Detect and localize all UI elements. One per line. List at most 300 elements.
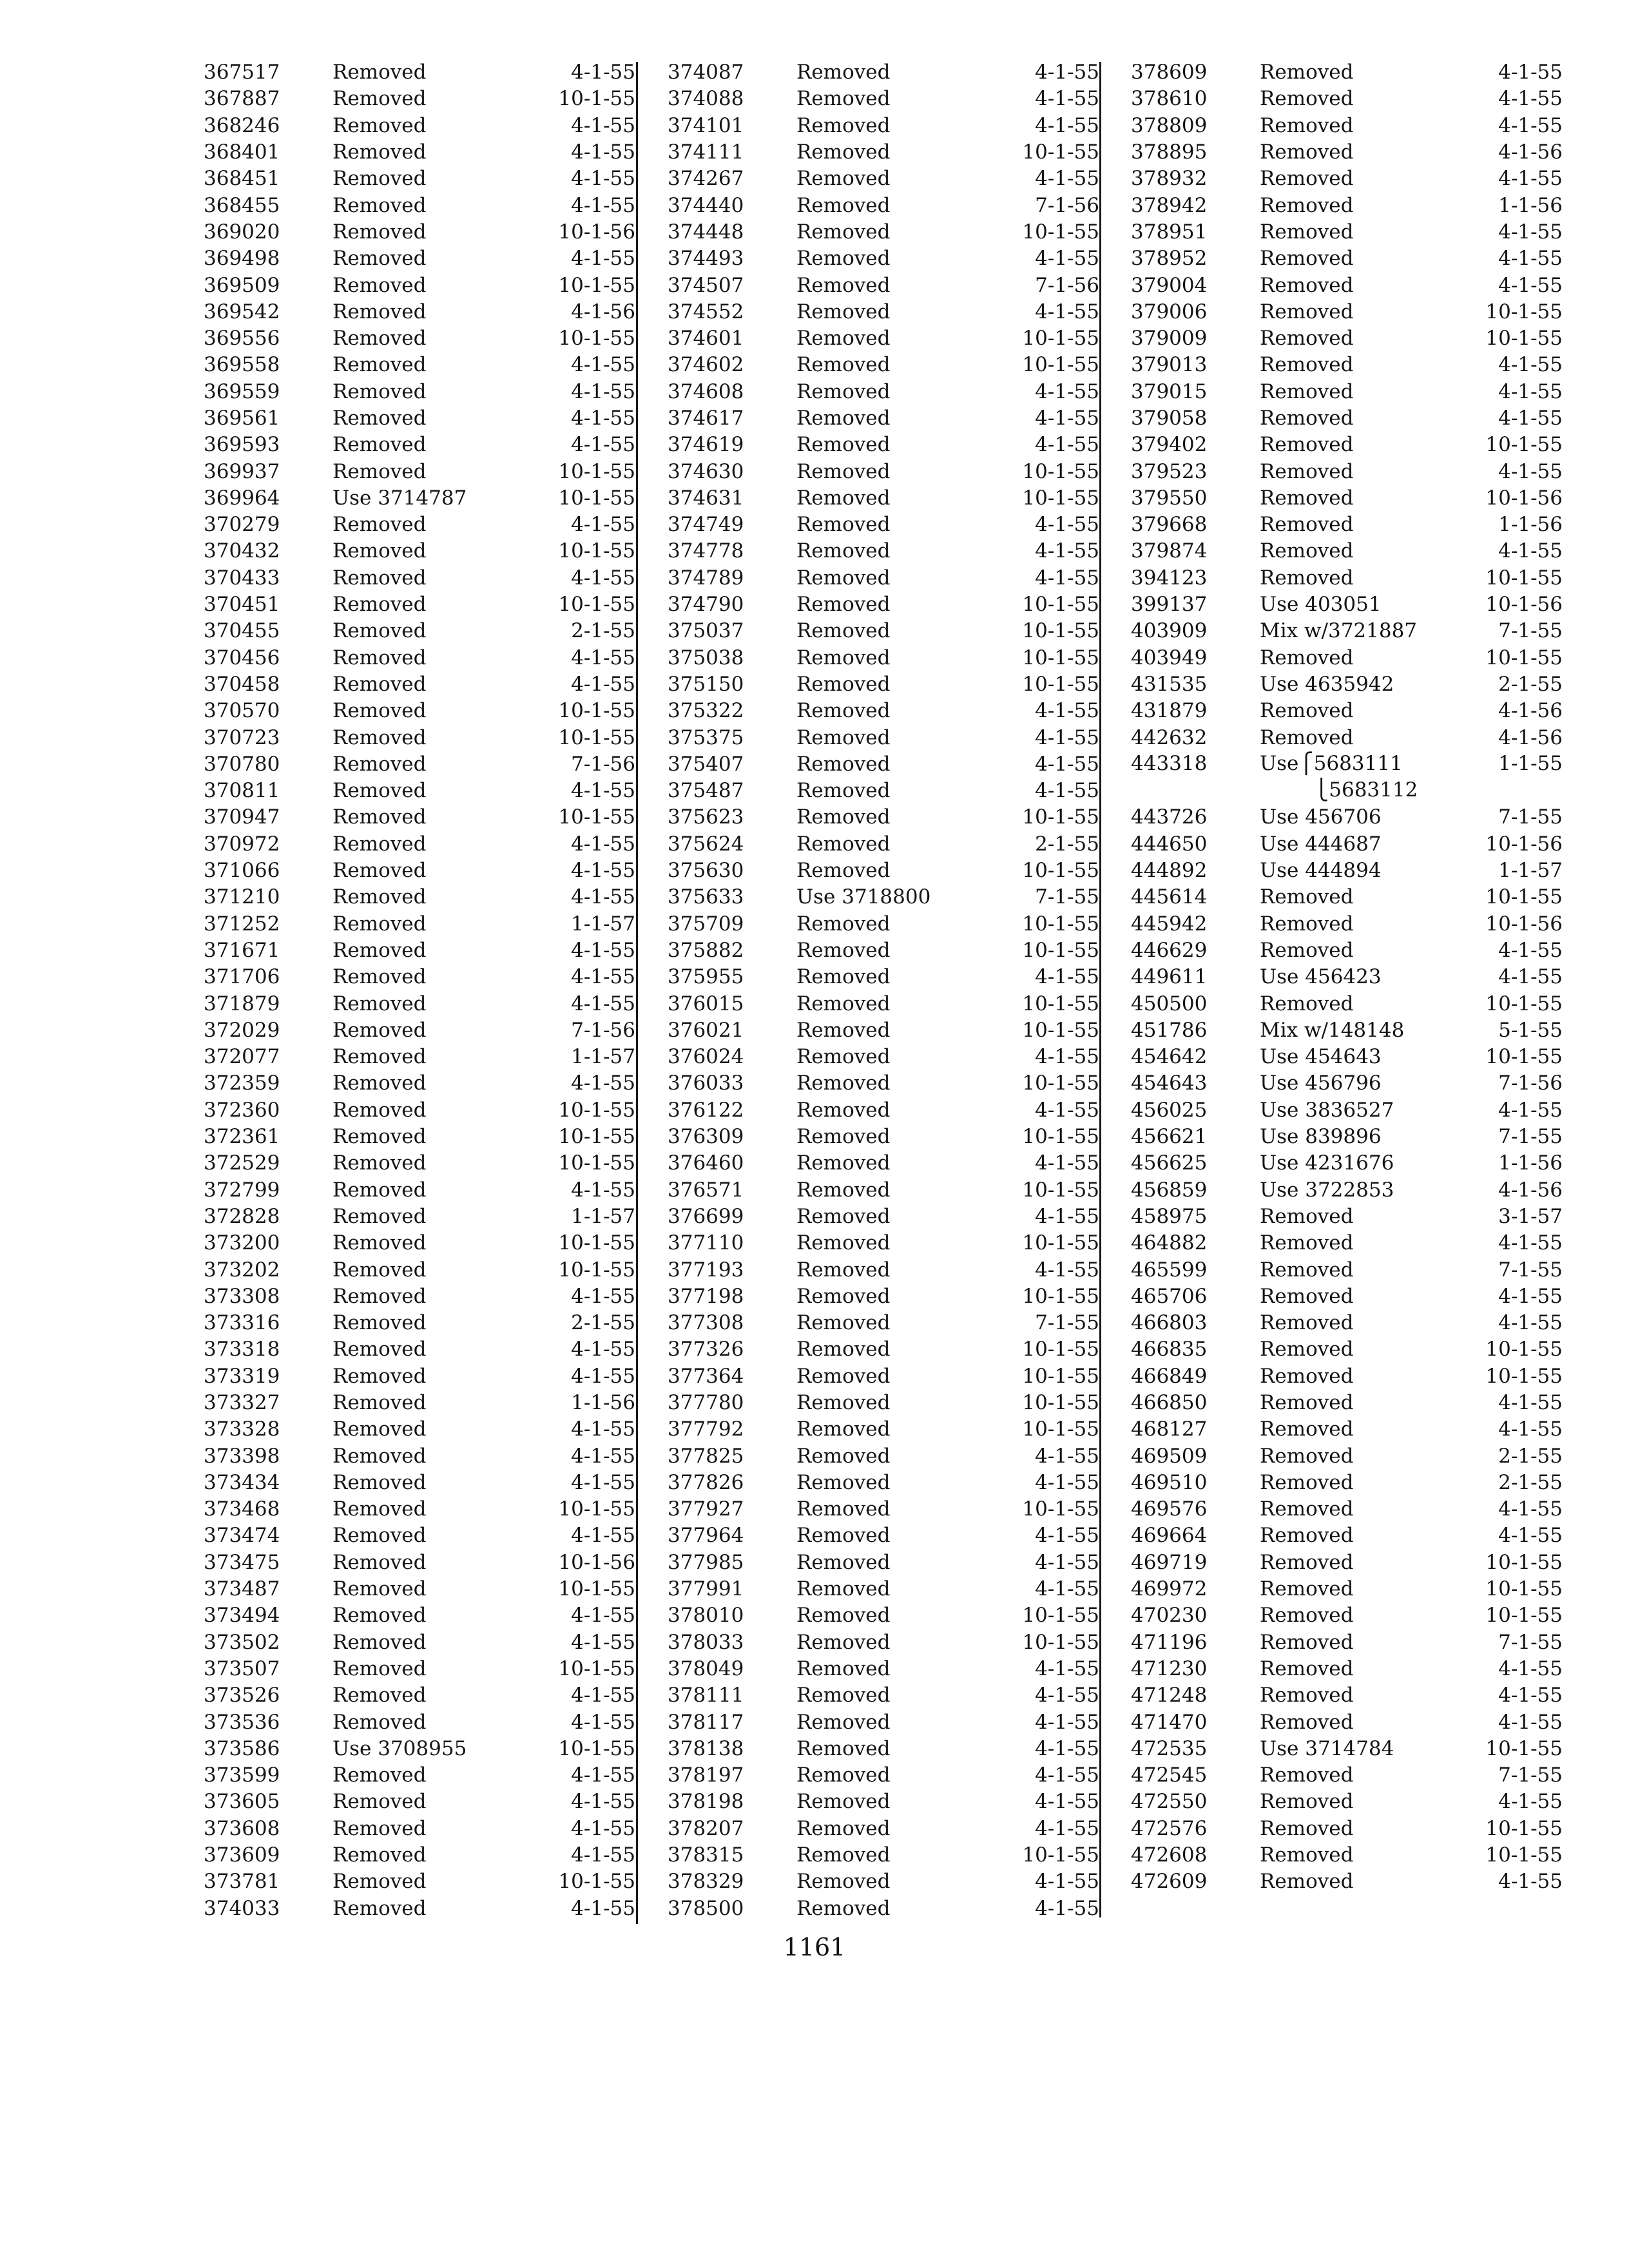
effective-date: 10-1-55 bbox=[1022, 1364, 1099, 1388]
list-item bbox=[668, 858, 1119, 884]
disposition-text: Removed bbox=[1260, 459, 1354, 483]
disposition bbox=[796, 595, 1003, 615]
effective-date: 10-1-55 bbox=[1022, 1178, 1099, 1202]
part-number: 374630 bbox=[668, 459, 744, 483]
disposition bbox=[796, 1736, 1003, 1760]
list-item bbox=[668, 1736, 1119, 1762]
list-item bbox=[668, 1602, 1119, 1629]
part-number: 370432 bbox=[204, 539, 280, 563]
list-item bbox=[668, 937, 1119, 964]
disposition-text: Use 3714787 bbox=[333, 486, 467, 510]
part-number: 370451 bbox=[204, 593, 280, 617]
disposition bbox=[1260, 408, 1466, 428]
disposition-text: Removed bbox=[796, 646, 891, 669]
part-number: 371210 bbox=[204, 885, 280, 909]
effective-date: 4-1-55 bbox=[1035, 1444, 1099, 1468]
effective-date: 4-1-56 bbox=[1498, 140, 1563, 164]
disposition bbox=[333, 1313, 539, 1333]
effective-date: 10-1-55 bbox=[558, 1098, 635, 1122]
part-number: 370456 bbox=[204, 646, 280, 669]
part-number: 371252 bbox=[204, 912, 280, 936]
part-number: 378207 bbox=[668, 1816, 744, 1840]
effective-date: 10-1-55 bbox=[558, 459, 635, 483]
disposition bbox=[333, 193, 539, 217]
part-number: 373328 bbox=[204, 1418, 280, 1441]
list-item bbox=[1131, 937, 1582, 964]
effective-date: 4-1-55 bbox=[571, 407, 635, 430]
effective-date: 1-1-57 bbox=[571, 1204, 635, 1228]
disposition-text: Removed bbox=[333, 1444, 427, 1468]
effective-date: 10-1-56 bbox=[1485, 912, 1563, 936]
effective-date: 10-1-55 bbox=[1022, 992, 1099, 1015]
list-item bbox=[1131, 1256, 1582, 1283]
effective-date: 10-1-56 bbox=[558, 220, 635, 244]
disposition-text: Removed bbox=[333, 805, 427, 829]
list-item bbox=[668, 1283, 1119, 1310]
disposition-text: Removed bbox=[1260, 1390, 1354, 1414]
part-number: 369542 bbox=[204, 300, 280, 323]
disposition-text: Removed bbox=[796, 859, 891, 883]
disposition bbox=[1260, 1792, 1466, 1812]
disposition bbox=[333, 1736, 539, 1760]
list-item bbox=[668, 1496, 1119, 1523]
effective-date: 10-1-56 bbox=[558, 1550, 635, 1574]
disposition bbox=[796, 1313, 1003, 1333]
disposition bbox=[1260, 1686, 1466, 1706]
disposition bbox=[796, 193, 1003, 217]
list-item bbox=[204, 1204, 655, 1230]
part-number: 468127 bbox=[1131, 1418, 1208, 1441]
disposition bbox=[1260, 1710, 1466, 1734]
effective-date: 4-1-55 bbox=[571, 433, 635, 457]
disposition bbox=[1260, 329, 1466, 349]
disposition-text: Removed bbox=[333, 1470, 427, 1494]
part-number: 370455 bbox=[204, 619, 280, 643]
disposition-text: Removed bbox=[1260, 193, 1354, 217]
part-number: 471248 bbox=[1131, 1684, 1208, 1707]
list-item bbox=[668, 1895, 1119, 1921]
disposition bbox=[333, 1260, 539, 1280]
part-number: 368401 bbox=[204, 140, 280, 164]
disposition-text: Removed bbox=[1260, 1790, 1354, 1814]
effective-date: 4-1-55 bbox=[1498, 380, 1563, 403]
effective-date: 4-1-55 bbox=[1035, 1790, 1099, 1814]
effective-date: 4-1-55 bbox=[571, 1710, 635, 1734]
list-item bbox=[204, 698, 655, 724]
disposition bbox=[796, 169, 1003, 189]
column-divider bbox=[1099, 62, 1101, 1917]
disposition bbox=[1260, 751, 1466, 802]
disposition-text: Removed bbox=[1260, 1657, 1354, 1680]
effective-date: 10-1-55 bbox=[1022, 646, 1099, 669]
disposition-text: Removed bbox=[1260, 140, 1354, 164]
effective-date: 1-1-56 bbox=[1498, 193, 1563, 217]
part-number: 378138 bbox=[668, 1736, 744, 1760]
list-item bbox=[1131, 911, 1582, 937]
list-item bbox=[204, 59, 655, 86]
part-number: 373398 bbox=[204, 1444, 280, 1468]
effective-date: 10-1-55 bbox=[1485, 1816, 1563, 1840]
part-number: 375375 bbox=[668, 726, 744, 749]
disposition bbox=[333, 1792, 539, 1812]
effective-date: 10-1-55 bbox=[1485, 885, 1563, 909]
effective-date: 10-1-55 bbox=[1022, 1843, 1099, 1867]
list-item bbox=[204, 379, 655, 405]
effective-date: 4-1-55 bbox=[1498, 407, 1563, 430]
disposition-text: Removed bbox=[796, 1098, 891, 1122]
list-item bbox=[204, 245, 655, 272]
list-item bbox=[1131, 59, 1582, 86]
part-number: 374631 bbox=[668, 486, 744, 510]
list-item bbox=[668, 1124, 1119, 1150]
disposition bbox=[333, 1845, 539, 1865]
list-item bbox=[1131, 272, 1582, 298]
effective-date: 10-1-55 bbox=[1485, 1338, 1563, 1361]
part-number: 376024 bbox=[668, 1045, 744, 1069]
disposition bbox=[333, 113, 539, 137]
list-item bbox=[1131, 1709, 1582, 1735]
part-number: 377964 bbox=[668, 1524, 744, 1548]
part-number: 377308 bbox=[668, 1311, 744, 1335]
list-item bbox=[204, 565, 655, 591]
disposition bbox=[1260, 967, 1466, 987]
disposition bbox=[1260, 595, 1466, 615]
effective-date: 4-1-55 bbox=[1035, 965, 1099, 989]
disposition bbox=[333, 1127, 539, 1147]
part-number: 443318 bbox=[1131, 751, 1208, 775]
disposition-text: Removed bbox=[333, 1258, 427, 1282]
list-item bbox=[1131, 618, 1582, 644]
list-item bbox=[1131, 1363, 1582, 1390]
effective-date: 4-1-55 bbox=[1035, 247, 1099, 271]
list-item bbox=[1131, 1682, 1582, 1709]
effective-date: 10-1-55 bbox=[1485, 566, 1563, 590]
disposition bbox=[333, 1284, 539, 1308]
list-item bbox=[1131, 1629, 1582, 1656]
part-number: 471196 bbox=[1131, 1630, 1208, 1654]
effective-date: 4-1-55 bbox=[571, 1338, 635, 1361]
part-number: 373507 bbox=[204, 1657, 280, 1680]
disposition-text: Removed bbox=[1260, 1311, 1354, 1335]
disposition-text: Removed bbox=[1260, 1284, 1354, 1308]
effective-date: 7-1-56 bbox=[1498, 1072, 1563, 1095]
disposition bbox=[796, 1390, 1003, 1414]
list-item bbox=[204, 1177, 655, 1203]
effective-date: 4-1-55 bbox=[571, 1843, 635, 1867]
part-number: 373609 bbox=[204, 1843, 280, 1867]
disposition-text: Removed bbox=[333, 1178, 427, 1202]
list-item bbox=[1131, 1310, 1582, 1336]
effective-date: 10-1-56 bbox=[1485, 593, 1563, 617]
part-number: 378315 bbox=[668, 1843, 744, 1867]
disposition bbox=[333, 1204, 539, 1228]
effective-date: 10-1-55 bbox=[558, 805, 635, 829]
effective-date: 4-1-55 bbox=[1498, 938, 1563, 962]
effective-date: 10-1-55 bbox=[1022, 1390, 1099, 1414]
disposition-text: Use⎧5683111 bbox=[1260, 751, 1403, 775]
effective-date: 10-1-55 bbox=[1485, 327, 1563, 351]
effective-date: 4-1-55 bbox=[571, 1364, 635, 1388]
disposition bbox=[796, 355, 1003, 375]
disposition bbox=[1260, 222, 1466, 242]
effective-date: 1-1-55 bbox=[1498, 751, 1563, 775]
list-item bbox=[668, 724, 1119, 751]
part-number: 472609 bbox=[1131, 1870, 1208, 1894]
disposition-text: Removed bbox=[796, 407, 891, 430]
effective-date: 4-1-55 bbox=[1498, 220, 1563, 244]
effective-date: 10-1-55 bbox=[1022, 140, 1099, 164]
list-item bbox=[204, 831, 655, 858]
list-item bbox=[668, 512, 1119, 538]
disposition bbox=[1260, 1499, 1466, 1519]
effective-date: 7-1-55 bbox=[1498, 805, 1563, 829]
effective-date: 4-1-55 bbox=[1035, 752, 1099, 776]
list-item bbox=[204, 1097, 655, 1124]
disposition bbox=[333, 672, 539, 696]
disposition bbox=[333, 1153, 539, 1173]
list-item bbox=[1131, 1842, 1582, 1869]
part-number: 376015 bbox=[668, 992, 744, 1015]
list-item bbox=[204, 1310, 655, 1336]
effective-date: 4-1-55 bbox=[571, 1790, 635, 1814]
disposition-text: Removed bbox=[333, 1072, 427, 1095]
disposition bbox=[796, 408, 1003, 428]
list-item bbox=[668, 1816, 1119, 1842]
disposition-text: Removed bbox=[796, 1657, 891, 1680]
part-number: 371066 bbox=[204, 859, 280, 883]
disposition-text: Removed bbox=[796, 1018, 891, 1042]
effective-date: 10-1-55 bbox=[1022, 805, 1099, 829]
disposition-text: Removed bbox=[796, 619, 891, 643]
disposition-text: Removed bbox=[1260, 1710, 1354, 1734]
list-item bbox=[204, 113, 655, 139]
disposition bbox=[333, 142, 539, 162]
effective-date: 4-1-55 bbox=[571, 1763, 635, 1787]
disposition bbox=[796, 914, 1003, 934]
effective-date: 4-1-55 bbox=[571, 140, 635, 164]
part-number: 378952 bbox=[1131, 247, 1208, 271]
disposition bbox=[333, 1390, 539, 1414]
disposition bbox=[796, 887, 1003, 907]
disposition-text: Removed bbox=[1260, 273, 1354, 297]
disposition-text: Removed bbox=[1260, 1258, 1354, 1282]
effective-date: 10-1-55 bbox=[1485, 646, 1563, 669]
part-number: 367517 bbox=[204, 61, 280, 84]
part-number: 470230 bbox=[1131, 1604, 1208, 1628]
effective-date: 4-1-55 bbox=[1035, 1045, 1099, 1069]
disposition-text: Removed bbox=[333, 140, 427, 164]
disposition bbox=[333, 1710, 539, 1734]
effective-date: 2-1-55 bbox=[1498, 1470, 1563, 1494]
effective-date: 7-1-55 bbox=[1035, 885, 1099, 909]
disposition bbox=[1260, 1765, 1466, 1785]
effective-date: 4-1-55 bbox=[1035, 1816, 1099, 1840]
list-item bbox=[1131, 325, 1582, 352]
disposition bbox=[796, 1233, 1003, 1253]
effective-date: 7-1-56 bbox=[571, 752, 635, 776]
list-item bbox=[668, 1789, 1119, 1815]
disposition bbox=[1260, 515, 1466, 535]
effective-date: 10-1-55 bbox=[558, 1258, 635, 1282]
part-number: 372077 bbox=[204, 1045, 280, 1069]
list-item bbox=[1131, 1336, 1582, 1363]
effective-date: 4-1-55 bbox=[571, 1470, 635, 1494]
disposition-text: Use 456423 bbox=[1260, 965, 1382, 989]
disposition bbox=[796, 222, 1003, 242]
list-item bbox=[668, 538, 1119, 564]
disposition-text: Removed bbox=[333, 1231, 427, 1255]
listing-column-1 bbox=[204, 59, 655, 1922]
list-item bbox=[1131, 299, 1582, 325]
effective-date: 4-1-55 bbox=[1498, 1098, 1563, 1122]
disposition bbox=[796, 1180, 1003, 1200]
disposition-text: Removed bbox=[333, 459, 427, 483]
disposition-text: Use 403051 bbox=[1260, 593, 1382, 617]
disposition bbox=[1260, 994, 1466, 1014]
effective-date: 4-1-55 bbox=[1035, 1098, 1099, 1122]
list-item bbox=[204, 1124, 655, 1150]
disposition bbox=[796, 515, 1003, 535]
list-item bbox=[204, 964, 655, 990]
list-item bbox=[1131, 1283, 1582, 1310]
list-item bbox=[204, 778, 655, 804]
part-number: 378197 bbox=[668, 1763, 744, 1787]
disposition-text: Use 456706 bbox=[1260, 805, 1382, 829]
part-number: 379668 bbox=[1131, 513, 1208, 537]
effective-date: 10-1-55 bbox=[1022, 459, 1099, 483]
part-number: 368451 bbox=[204, 167, 280, 191]
disposition bbox=[1260, 1550, 1466, 1574]
disposition bbox=[796, 1364, 1003, 1388]
disposition bbox=[333, 781, 539, 801]
part-number: 373487 bbox=[204, 1577, 280, 1601]
disposition bbox=[333, 1340, 539, 1360]
disposition bbox=[333, 861, 539, 881]
disposition-text: Use 3714784 bbox=[1260, 1736, 1394, 1760]
disposition bbox=[796, 1630, 1003, 1654]
part-number: 464882 bbox=[1131, 1231, 1208, 1255]
effective-date: 1-1-57 bbox=[571, 1045, 635, 1069]
list-item bbox=[204, 538, 655, 564]
disposition-text: Use 444894 bbox=[1260, 859, 1382, 883]
disposition bbox=[796, 1872, 1003, 1892]
disposition-text: Removed bbox=[796, 1258, 891, 1282]
effective-date: 7-1-56 bbox=[1035, 273, 1099, 297]
part-number: 373474 bbox=[204, 1524, 280, 1548]
list-item bbox=[204, 1842, 655, 1869]
part-number: 370433 bbox=[204, 566, 280, 590]
disposition-text: Removed bbox=[796, 1364, 891, 1388]
disposition-text: Removed bbox=[796, 300, 891, 323]
disposition bbox=[333, 1047, 539, 1067]
list-item bbox=[204, 1523, 655, 1549]
effective-date: 4-1-55 bbox=[571, 193, 635, 217]
effective-date: 4-1-55 bbox=[1498, 353, 1563, 377]
disposition-text: Removed bbox=[333, 1098, 427, 1122]
disposition-text: Removed bbox=[796, 1045, 891, 1069]
list-item bbox=[204, 485, 655, 512]
disposition bbox=[796, 672, 1003, 696]
list-item bbox=[1131, 538, 1582, 564]
list-item bbox=[668, 405, 1119, 432]
listing-column-2 bbox=[668, 59, 1119, 1922]
part-number: 379004 bbox=[1131, 273, 1208, 297]
disposition bbox=[333, 1816, 539, 1840]
effective-date: 10-1-55 bbox=[1485, 1045, 1563, 1069]
part-number: 465706 bbox=[1131, 1284, 1208, 1308]
effective-date: 10-1-55 bbox=[1485, 1364, 1563, 1388]
disposition bbox=[333, 408, 539, 428]
part-number: 376122 bbox=[668, 1098, 744, 1122]
disposition-text: Removed bbox=[333, 1524, 427, 1548]
effective-date: 4-1-55 bbox=[1498, 1311, 1563, 1335]
disposition bbox=[796, 1100, 1003, 1120]
effective-date: 4-1-55 bbox=[571, 1284, 635, 1308]
disposition-text: Removed bbox=[333, 1497, 427, 1521]
disposition bbox=[796, 994, 1003, 1014]
disposition bbox=[1260, 249, 1466, 269]
disposition-text: Removed bbox=[796, 486, 891, 510]
list-item bbox=[204, 671, 655, 698]
list-item bbox=[1131, 1816, 1582, 1842]
part-number: 469664 bbox=[1131, 1524, 1208, 1548]
part-number: 444650 bbox=[1131, 832, 1208, 856]
disposition bbox=[1260, 302, 1466, 322]
part-number: 378609 bbox=[1131, 61, 1208, 84]
disposition bbox=[796, 1896, 1003, 1920]
effective-date: 4-1-55 bbox=[1035, 1896, 1099, 1920]
part-number: 465599 bbox=[1131, 1258, 1208, 1282]
part-number: 373605 bbox=[204, 1790, 280, 1814]
part-number: 378117 bbox=[668, 1710, 744, 1734]
effective-date: 10-1-55 bbox=[1022, 486, 1099, 510]
disposition-text: Use 454643 bbox=[1260, 1045, 1382, 1069]
effective-date: 4-1-56 bbox=[571, 300, 635, 323]
disposition-text: Removed bbox=[1260, 566, 1354, 590]
part-number: 373536 bbox=[204, 1710, 280, 1734]
disposition-text: Removed bbox=[796, 1072, 891, 1095]
list-item bbox=[668, 1656, 1119, 1682]
effective-date: 10-1-55 bbox=[558, 273, 635, 297]
part-number: 369559 bbox=[204, 380, 280, 403]
disposition bbox=[796, 435, 1003, 455]
effective-date: 4-1-55 bbox=[1035, 726, 1099, 749]
effective-date: 10-1-55 bbox=[1485, 433, 1563, 457]
disposition bbox=[796, 302, 1003, 322]
list-item bbox=[204, 166, 655, 192]
disposition-text: Removed bbox=[1260, 87, 1354, 111]
disposition-text: Removed bbox=[796, 1497, 891, 1521]
part-number: 379058 bbox=[1131, 407, 1208, 430]
list-item bbox=[668, 1842, 1119, 1869]
list-item bbox=[668, 299, 1119, 325]
list-item bbox=[1131, 1097, 1582, 1124]
effective-date: 4-1-55 bbox=[571, 61, 635, 84]
disposition-text: Removed bbox=[796, 1151, 891, 1175]
part-number: 372799 bbox=[204, 1178, 280, 1202]
effective-date: 4-1-55 bbox=[571, 885, 635, 909]
part-number: 375630 bbox=[668, 859, 744, 883]
disposition-text: Removed bbox=[1260, 220, 1354, 244]
part-number: 451786 bbox=[1131, 1018, 1208, 1042]
effective-date: 4-1-55 bbox=[1498, 1657, 1563, 1680]
disposition bbox=[796, 1260, 1003, 1280]
effective-date: 4-1-55 bbox=[1498, 1710, 1563, 1734]
list-item bbox=[204, 192, 655, 218]
disposition-text: Removed bbox=[333, 61, 427, 84]
disposition bbox=[796, 142, 1003, 162]
disposition bbox=[796, 938, 1003, 962]
